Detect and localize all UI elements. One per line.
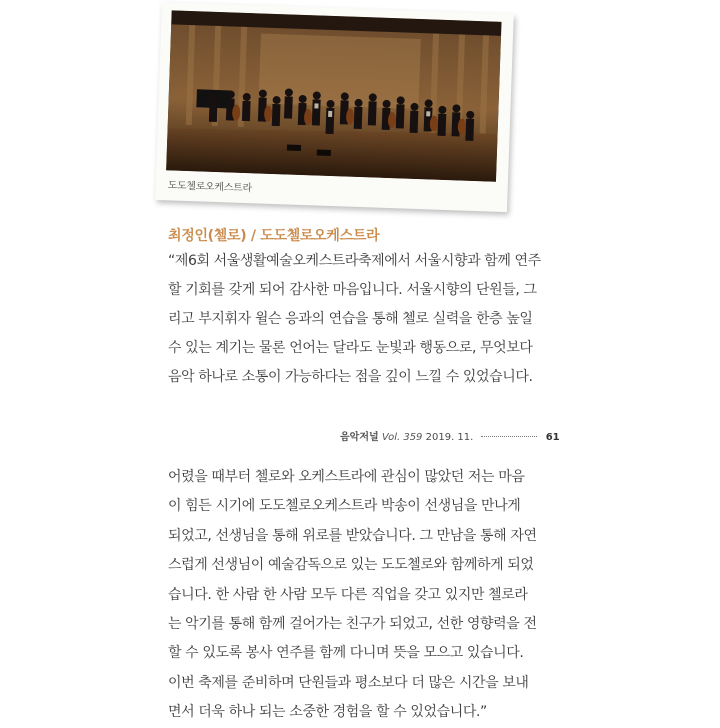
text-line: “제6회 서울생활예술오케스트라축제에서 서울시향과 함께 연주 bbox=[168, 253, 541, 269]
text-line: 할 수 있도록 봉사 연주를 함께 다니며 뜻을 모으고 있습니다. bbox=[168, 645, 524, 662]
magazine-volume: Vol. 359 bbox=[381, 432, 423, 443]
text-line: 어렸을 때부터 첼로와 오케스트라에 관심이 많았던 저는 마음 bbox=[168, 469, 525, 485]
page-number: 61 bbox=[545, 432, 560, 443]
interviewee-name: 최정인(첼로) / 도도첼로오케스트라 bbox=[168, 228, 380, 244]
photo-caption: 도도첼로오케스트라 bbox=[167, 180, 252, 195]
text-line: 음악 하나로 소통이 가능하다는 점을 깊이 느낄 수 있었습니다. bbox=[168, 369, 533, 385]
text-line: 할 기회를 갖게 되어 감사한 마음입니다. 서울시향의 단원들, 그 bbox=[168, 282, 537, 298]
orchestra-photo bbox=[166, 10, 501, 181]
text-line: 수 있는 계기는 물론 언어는 달라도 눈빛과 행동으로, 무엇보다 bbox=[168, 340, 533, 356]
text-line: 스럽게 선생님이 예술감독으로 있는 도도첼로와 함께하게 되었 bbox=[168, 557, 534, 574]
text-line: 면서 더욱 하나 되는 소중한 경험을 할 수 있었습니다.” bbox=[168, 704, 487, 721]
page-footer bbox=[340, 428, 562, 444]
text-line: 이 힘든 시기에 도도첼로오케스트라 박송이 선생님을 만나게 bbox=[168, 498, 521, 515]
dotted-leader bbox=[481, 436, 537, 437]
issue-date: 2019. 11. bbox=[425, 432, 474, 443]
body-paragraph bbox=[168, 463, 558, 728]
text-line: 리고 부지휘자 윌슨 응과의 연습을 통해 첼로 실력을 한층 높일 bbox=[168, 311, 533, 327]
quote-paragraph bbox=[168, 247, 558, 392]
text-line: 는 악기를 통해 함께 걸어가는 친구가 되었고, 선한 영향력을 전 bbox=[168, 615, 537, 632]
text-line: 이번 축제를 준비하며 단원들과 평소보다 더 많은 시간을 보내 bbox=[168, 674, 529, 691]
orchestra-photo-image bbox=[166, 10, 501, 181]
text-line: 습니다. 한 사람 한 사람 모두 다른 직업을 갖고 있지만 첼로라 bbox=[168, 586, 528, 603]
magazine-name: 음악저널 bbox=[340, 432, 379, 443]
text-line: 되었고, 선생님을 통해 위로를 받았습니다. 그 만남을 통해 자연 bbox=[168, 527, 537, 544]
orchestra-photo-card bbox=[155, 2, 514, 212]
